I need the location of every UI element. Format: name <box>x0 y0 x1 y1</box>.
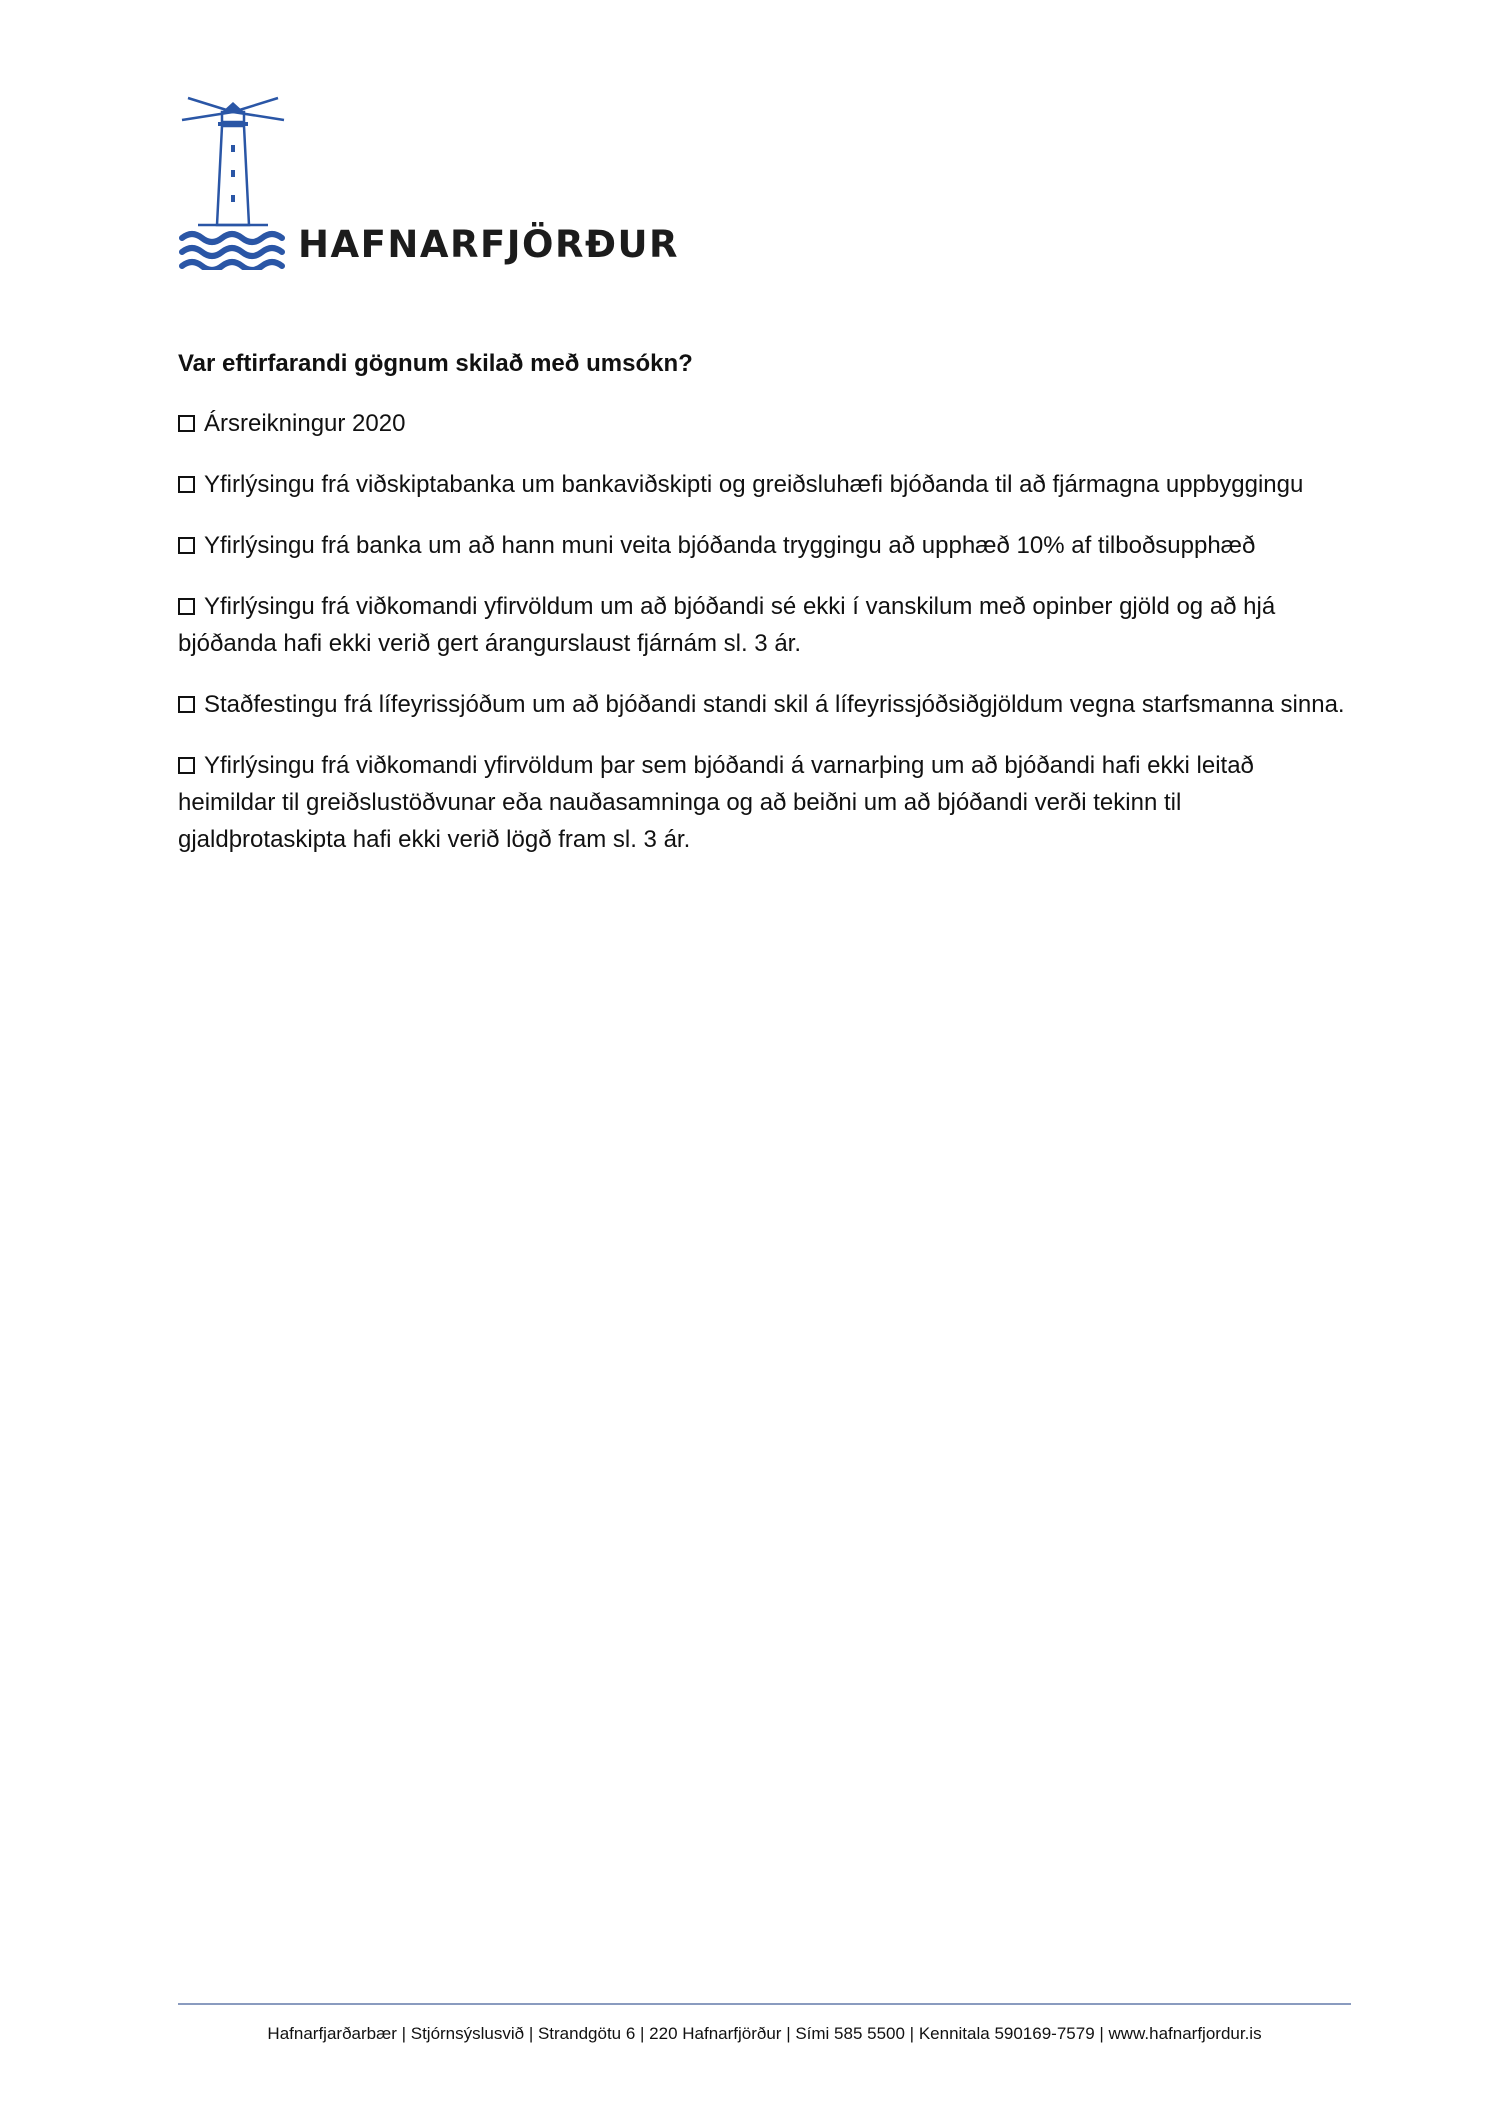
footer-divider <box>178 2003 1351 2005</box>
checkbox[interactable] <box>178 696 195 713</box>
checklist-item-label: Yfirlýsingu frá viðkomandi yfirvöldum þar sem bjóðandi á varnarþing um að bjóðandi hafi ekki leitað heimildar til greiðslustöðvunar eða nauðasamninga og að beiðni um að bjóðandi verði tekinn til gjaldþrotaskipta hafi ekki verið lögð fram sl. 3 ár. <box>178 752 1254 853</box>
checklist-item <box>178 405 1348 442</box>
checkbox[interactable] <box>178 598 195 615</box>
checklist-item <box>178 747 1348 858</box>
checklist-item-label: Yfirlýsingu frá banka um að hann muni veita bjóðanda tryggingu að upphæð 10% af tilboðsupphæð <box>204 532 1256 559</box>
page-heading: Var eftirfarandi gögnum skilað með umsókn? <box>178 350 693 377</box>
checklist-item <box>178 588 1348 662</box>
page-footer: Hafnarfjarðarbær | Stjórnsýslusvið | Strandgötu 6 | 220 Hafnarfjörður | Sími 585 5500 | Kennitala 590169-7579 | www.hafnarfjordur.is <box>267 2024 1262 2043</box>
logo-wordmark: HAFNARFJÖRÐUR <box>298 223 679 266</box>
hafnarfjordur-logo <box>178 90 679 275</box>
checklist-item-label: Yfirlýsingu frá viðkomandi yfirvöldum um að bjóðandi sé ekki í vanskilum með opinber gjöld og að hjá bjóðanda hafi ekki verið gert árangurslaust fjárnám sl. 3 ár. <box>178 593 1276 657</box>
lighthouse-icon <box>178 90 288 270</box>
checklist-item <box>178 686 1348 723</box>
document-checklist <box>178 405 1348 882</box>
checklist-item-label: Staðfestingu frá lífeyrissjóðum um að bjóðandi standi skil á lífeyrissjóðsiðgjöldum vegna starfsmanna sinna. <box>204 691 1345 718</box>
checklist-item <box>178 466 1348 503</box>
checklist-item <box>178 527 1348 564</box>
checklist-item-label: Yfirlýsingu frá viðskiptabanka um bankaviðskipti og greiðsluhæfi bjóðanda til að fjármagna uppbyggingu <box>204 471 1304 498</box>
checkbox[interactable] <box>178 415 195 432</box>
checkbox[interactable] <box>178 537 195 554</box>
checkbox[interactable] <box>178 476 195 493</box>
checklist-item-label: Ársreikningur 2020 <box>204 410 406 437</box>
checkbox[interactable] <box>178 757 195 774</box>
